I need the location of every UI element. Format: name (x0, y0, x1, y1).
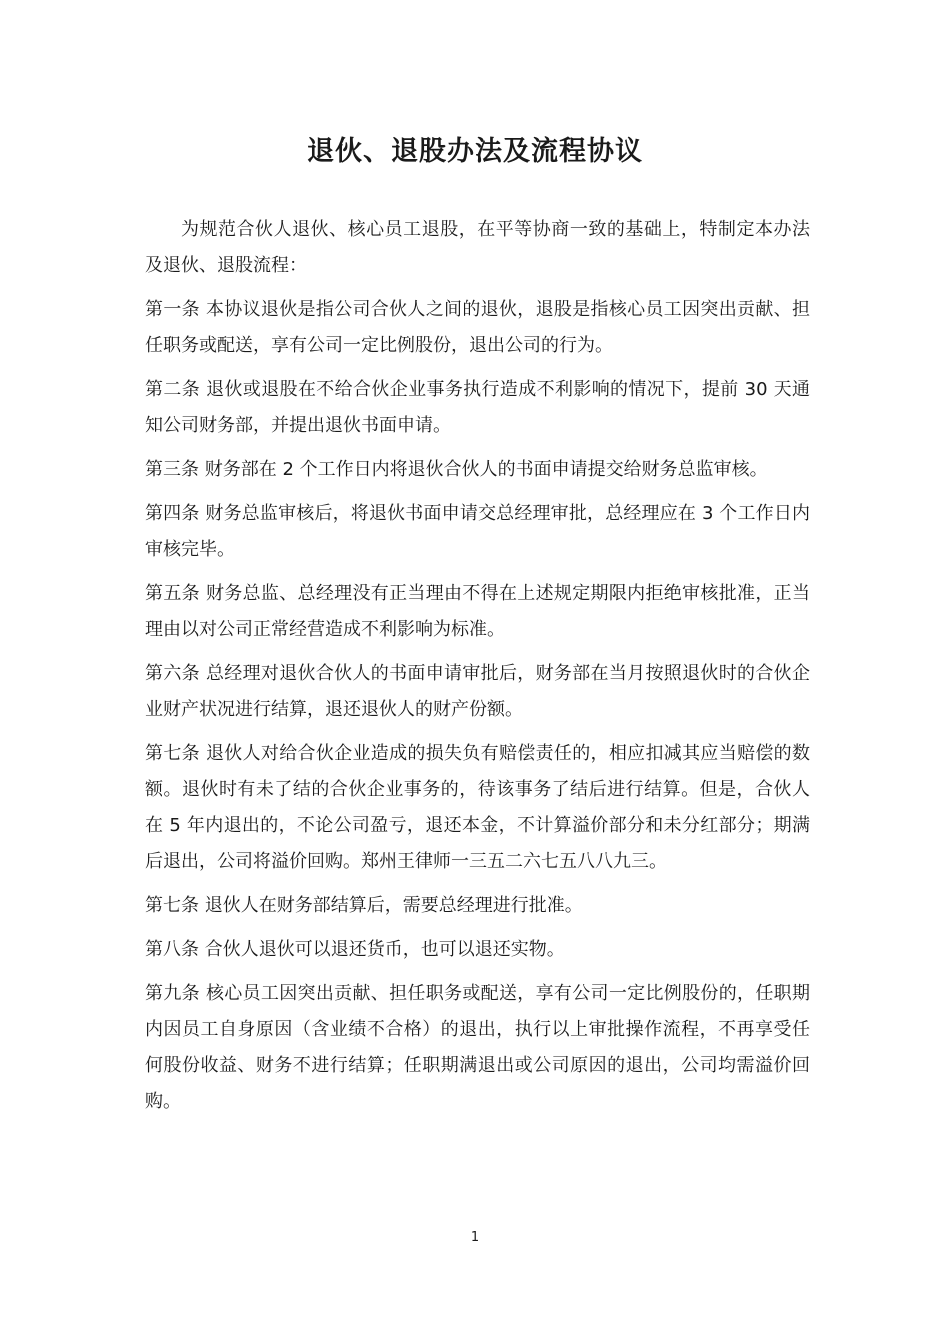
document-title: 退伙、退股办法及流程协议 (307, 136, 643, 167)
article-4: 第四条 财务总监审核后，将退伙书面申请交总经理审批，总经理应在 3 个工作日内审核完毕。 (145, 503, 810, 560)
article-9: 第九条 核心员工因突出贡献、担任职务或配送，享有公司一定比例股份的，任职期内因员工自身原因（含业绩不合格）的退出，执行以上审批操作流程，不再享受任何股份收益、财务不进行结算；任职期满退出或公司原因的退出，公司均需溢价回购。 (145, 983, 810, 1112)
article-2: 第二条 退伙或退股在不给合伙企业事务执行造成不利影响的情况下，提前 30 天通知公司财务部，并提出退伙书面申请。 (145, 379, 810, 436)
article-7b: 第七条 退伙人在财务部结算后，需要总经理进行批准。 (145, 895, 583, 916)
article-5: 第五条 财务总监、总经理没有正当理由不得在上述规定期限内拒绝审核批准，正当理由以对公司正常经营造成不利影响为标准。 (145, 583, 810, 640)
article-7: 第七条 退伙人对给合伙企业造成的损失负有赔偿责任的，相应扣减其应当赔偿的数额。退伙时有未了结的合伙企业事务的，待该事务了结后进行结算。但是，合伙人在 5 年内退出的，不论公司盈亏，退还本金，不计算溢价部分和未分红部分；期满后退出，公司将溢价回购。郑州王律师一三五二六七五八八九三。 (145, 743, 810, 872)
article-6: 第六条 总经理对退伙合伙人的书面申请审批后，财务部在当月按照退伙时的合伙企业财产状况进行结算，退还退伙人的财产份额。 (145, 663, 810, 720)
article-1: 第一条 本协议退伙是指公司合伙人之间的退伙，退股是指核心员工因突出贡献、担任职务或配送，享有公司一定比例股份，退出公司的行为。 (145, 299, 810, 356)
document-body (145, 212, 810, 1128)
intro-paragraph: 为规范合伙人退伙、核心员工退股，在平等协商一致的基础上，特制定本办法及退伙、退股流程： (145, 219, 810, 276)
article-3: 第三条 财务部在 2 个工作日内将退伙合伙人的书面申请提交给财务总监审核。 (145, 459, 768, 480)
page-number: 1 (470, 1230, 480, 1245)
article-8: 第八条 合伙人退伙可以退还货币，也可以退还实物。 (145, 939, 565, 960)
